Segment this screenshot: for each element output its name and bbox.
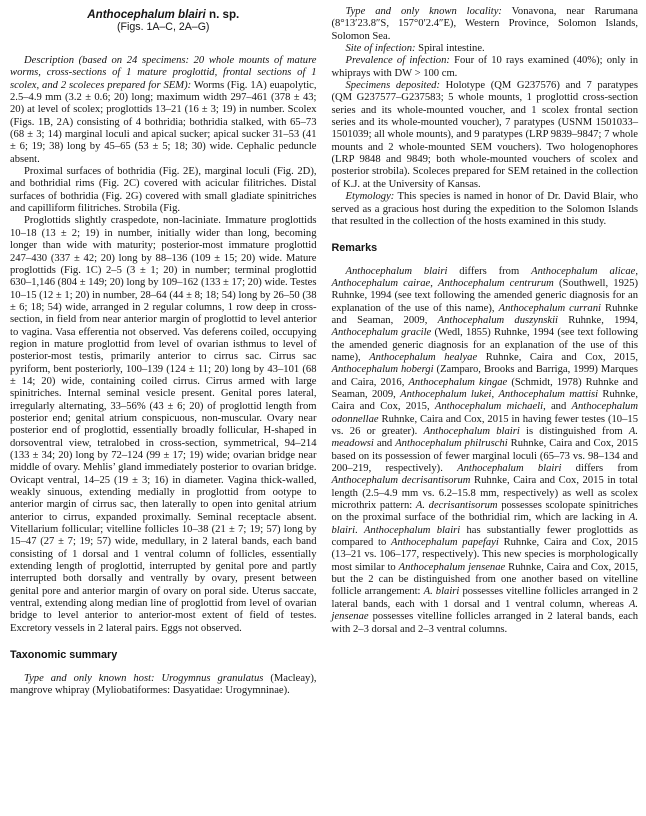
text-run: Site of infection: <box>345 43 416 55</box>
type-host-paragraph <box>10 673 317 698</box>
text-run: Anthocephalum blairi <box>423 426 520 437</box>
text-run: (Wedl, 1855) Ruhnke, 1994 (see text following the amended generic diagnosis for an explanation of the use of this name), <box>331 327 638 363</box>
proglottids-paragraph <box>10 215 317 635</box>
text-run: Ruhnke and Seaman, 2009, <box>331 302 639 326</box>
text-run: has substantially fewer proglottids as compared to <box>331 524 639 549</box>
text-run: Urogymnus granulatus <box>161 672 264 684</box>
text-run: (Schmidt, 1978) Ruhnke and Seaman, 2009, <box>331 376 638 400</box>
text-run: Anthocephalum papefayi <box>391 537 499 549</box>
text-run: Anthocephalum blairi <box>363 524 461 536</box>
specimens-deposited-paragraph <box>332 80 639 191</box>
text-run: Specimens deposited: <box>345 80 440 92</box>
text-run: Ruhnke, Caira and Cox, 2015 based on its possession of fewer marginal loculi (65–73 vs. 98–134 and 200–219, respectively). <box>331 438 639 475</box>
text-run: Ruhnke, Caira and Cox, 2015 in total length (2.5–4.9 mm vs. 6.2–15.8 mm, respectively) as well as scolex microthrix pattern: <box>331 475 639 512</box>
text-run: is distinguished from <box>519 426 629 437</box>
text-run: Ruhnke, 1994, <box>557 314 638 326</box>
text-run: Prevalence of infection: <box>345 55 450 67</box>
text-run: Ruhnke, Caira and Cox, 2015, <box>477 351 638 363</box>
text-run: A. meadowsi <box>331 426 638 450</box>
text-run: Proximal surfaces of bothridia (Fig. 2E), marginal loculi (Fig. 2D), and bothridial rims (Fig. 2C) covered with acicular filitriches. Distal surfaces of bothridia (Fig. 2G) covered with small gladiate spinitriches and capilliform filitriches. Strobila (Fig. <box>10 166 317 215</box>
text-run: Ruhnke, Caira and Cox, 2015, <box>331 388 638 413</box>
text-run: Anthocephalum gracile <box>331 327 432 339</box>
remarks-paragraph <box>332 266 639 636</box>
text-run: Anthocephalum alicae <box>531 265 636 277</box>
text-run: , <box>430 277 439 289</box>
text-run: Ruhnke, Caira and Cox, 2015, but the 2 can be distinguished from one another based on vitelline follicle arrangement: <box>331 561 639 598</box>
text-run: Description (based on 24 specimens: 20 whole mounts of mature worms, cross-sections of 1 mature proglottid, frontal sections of 1 scolex, and 2 scoleces prepared for SEM): <box>10 55 317 91</box>
text-run: Anthocephalum michaeli <box>434 401 544 413</box>
text-run: Holotype (QM G237576) and 7 paratypes (QM G237577–G237583; 5 whole mounts, 1 proglottid cross-section series and its whole-mounted voucher, and 1 scolex frontal section series and its whole-mounted voucher), 7 paratypes (USNM 1501033–1501039; all whole mounts), and 9 paratypes (LRP 9839–9847; 7 whole mounts and 2 whole-mounted SEM vouchers). Two hologenophores (LRP 9848 and 9849; both whole-mounted vouchers of scolex and posterior strobila). Scoleces prepared for SEM retained in the collection of K.J. at the University of Kansas. <box>331 80 638 190</box>
text-run: Anthocephalum decrisantisorum <box>331 475 471 487</box>
text-run: Anthocephalum healyae <box>369 351 478 363</box>
surfaces-paragraph <box>10 166 317 215</box>
text-run: and <box>373 438 396 450</box>
right-column <box>332 6 639 816</box>
species-title <box>10 8 317 21</box>
text-run: A. blairi <box>423 586 460 598</box>
text-run: Anthocephalum jensenae <box>398 561 506 573</box>
taxonomic-summary-heading <box>10 649 317 661</box>
text-run: This species is named in honor of Dr. David Blair, who served as a gracious host during the expedition to the Solomon Islands that resulted in the collection of the hosts examined in this study. <box>331 191 638 227</box>
prevalence-paragraph <box>332 55 639 80</box>
text-run: , <box>491 388 499 400</box>
text-run: Anthocephalum centrurum <box>438 277 554 289</box>
type-locality-paragraph <box>332 6 639 43</box>
text-run: Worms (Fig. 1A) euapolytic, 2.5–4.9 mm (3.2 ± 0.6; 20) long; maximum width 297–461 (378 ± 43; 20) at level of scolex; proglottids 13–21 (16 ± 3; 19) in number. Scolex (Figs. 1B, 2A) consisting of 4 bothridia; bothridia stalked, with 65–73 (68 ± 3; 14) marginal loculi and apical sucker; apical sucker 31–53 (41 ± 6; 19; 38) long by 45–65 (53 ± 5; 18; 30) wide. Cephalic peduncle absent. <box>10 79 317 165</box>
text-run: Ruhnke, Caira and Cox, 2015 in having fewer testes (10–15 vs. 26 or greater). <box>331 413 638 437</box>
site-of-infection-paragraph <box>332 43 639 55</box>
text-run: (Macleay), mangrove whipray (Myliobatiformes: Dasyatidae: Urogymninae). <box>10 672 317 696</box>
text-run: . <box>355 524 364 536</box>
description-paragraph <box>10 55 317 166</box>
text-run: Anthocephalum blairi <box>457 463 562 475</box>
text-run: A. decrisantisorum <box>415 500 498 512</box>
text-run: Anthocephalum lukei <box>400 388 492 400</box>
text-run: Etymology: <box>345 191 395 203</box>
text-run: Anthocephalum currani <box>498 302 601 314</box>
text-run: Anthocephalum kingae <box>408 376 508 388</box>
text-run: n. sp. <box>205 8 240 21</box>
text-run: Spiral intestine. <box>415 43 485 55</box>
text-run: Vonavona, near Rarumana (8°13′23.8″S, 157°0′2.4″E), Western Province, Solomon Islands, Solomon Sea. <box>331 6 638 42</box>
text-run: differs from <box>447 265 532 277</box>
left-column <box>10 6 317 816</box>
text-run: Anthocephalum hobergi <box>331 364 434 376</box>
text-run: possesses scolopate spinitriches on the proximal surface of the bothridial rim, which are lacking in <box>331 500 638 524</box>
text-run: Ruhnke, Caira and Cox, 2015 (13–21 vs. 106–177, respectively). This new species is morphologically most similar to <box>331 537 638 573</box>
etymology-paragraph <box>332 191 639 228</box>
text-run: , <box>635 265 638 277</box>
figure-reference <box>10 21 317 34</box>
text-run: Taxonomic summary <box>10 649 118 662</box>
text-run: Anthocephalum blairi <box>87 8 206 21</box>
text-run: Anthocephalum cairae <box>331 277 431 289</box>
text-run: Four of 10 rays examined (40%); only in whiprays with DW > 100 cm. <box>331 55 638 79</box>
text-run: (Figs. 1A–C, 2A–G) <box>117 21 210 33</box>
text-run: Anthocephalum philruschi <box>395 438 508 450</box>
text-run: possesses vitelline follicles arranged in 2 lateral bands, each with 1 dorsal and 1 ventral column, whereas <box>331 586 638 610</box>
text-run: Anthocephalum duszynskii <box>437 314 558 326</box>
text-run: A. blairi <box>331 512 638 536</box>
text-run: Type and only known locality: <box>345 6 502 17</box>
text-run: Anthocephalum blairi <box>345 265 448 277</box>
text-run: (Southwell, 1925) Ruhnke, 1994 (see text following the amended generic diagnosis for an explanation of the use of this name), <box>331 277 639 314</box>
text-run: possesses vitelline follicles arranged in 2 lateral bands, each with 2–3 dorsal and 2–3 ventral columns. <box>331 611 638 635</box>
text-run: (Zamparo, Brooks and Barriga, 1999) Marques and Caira, 2016, <box>331 364 638 388</box>
text-run: A. jensenae <box>331 598 638 623</box>
text-run: Type and only known host: <box>24 672 162 684</box>
text-run: differs from <box>561 463 638 475</box>
remarks-heading <box>332 242 639 254</box>
text-run: , and <box>543 401 572 413</box>
text-run: Anthocephalum mattisi <box>498 388 599 400</box>
text-run: Proglottids slightly craspedote, non-laciniate. Immature proglottids 10–18 (13 ± 2; 19) in number, initially wider than long, becoming longer than wide with maturity; posterior-most immature proglottid 247–430 (337 ± 42; 20) long by 88–136 (109 ± 15; 20) wide. Mature proglottids (Fig. 1C) 2–5 (3 ± 1; 20) in number; terminal proglottid 630–1,146 (804 ± 149; 20) long by 109–162 (133 ± 17; 20) wide. Testes 10–15 (12 ± 1; 20) in number, 28–64 (44 ± 8; 18; 54) long by 26–50 (38 ± 6; 18; 54) wide, arranged in 2 regular columns, 1 row deep in cross-section, in field from near anterior margin of proglottid to level anterior to vagina. Vasa efferentia not observed. Vas deferens coiled, occupying region in mature proglottid from level of ovarian isthmus to level of posterior-most testis, primarily anterior to cirrus sac. Cirrus sac pyriform, bent posteriorly, 100–139 (124 ± 11; 20) long by 43–101 (68 ± 14; 20) wide, containing coiled cirrus. Cirrus armed with large spinitriches. Internal seminal vesicle present. Genital pores lateral, irregularly alternating, 33–56% (43 ± 6; 20) of proglottid length from posterior end; genital atrium conspicuous, non-muscular. Ovary near posterior end of proglottid, essentially broadly follicular, H-shaped in dorsoventral view, tetralobed in cross-section, symmetrical, 94–214 (133 ± 34; 20) long by 72–124 (99 ± 17; 19) wide; ovarian bridge near middle of ovary. Mehlis’ gland immediately posterior to ovarian bridge. Ovicapt ventral, 14–25 (19 ± 3; 16) in diameter. Vagina thick-walled, weakly sinuous, extending medially in proglottid from ootype to anterior margin of cirrus sac, then laterally to open into genital atrium anterior to cirrus, expanded proximally. Seminal receptacle absent. Vitellarium follicular; vitelline follicles 10–38 (21 ± 7; 19; 57) long by 15–47 (27 ± 7; 19; 57) wide, medullary, in 2 lateral bands, each band consisting of 1 dorsal and 1 ventral column of follicles, essentially extending length of proglottid, interrupted by genital pore and partly interrupted both dorsally and ventrally by ovary, present between genital pore and anterior margin of ovary on poral side. Uterus saccate, ventral, extending along median line of proglottid from level of ovarian bridge to level anterior to anterior-most extent of field of testes. Excretory vessels in 2 lateral pairs. Eggs not observed. <box>10 215 317 634</box>
text-run: Anthocephalum odonnellae <box>331 401 638 425</box>
text-run: Remarks <box>331 242 378 255</box>
